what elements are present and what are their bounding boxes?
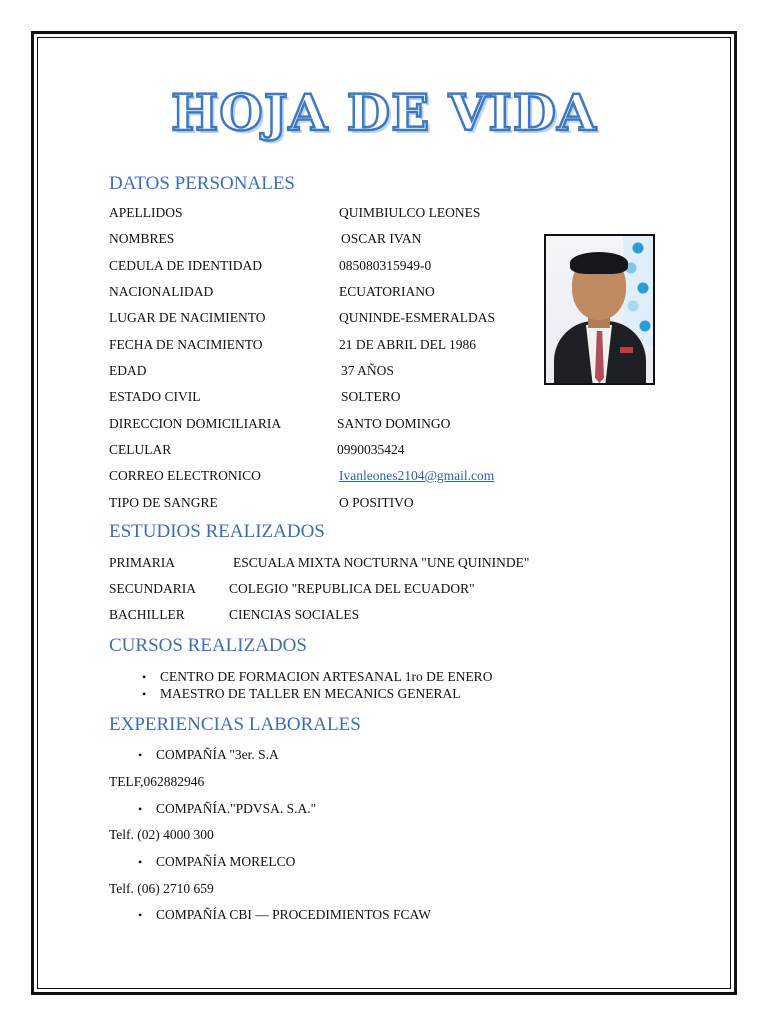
- personal-value-fecha-nacimiento: 21 DE ABRIL DEL 1986: [339, 337, 476, 352]
- personal-value-cedula: 085080315949-0: [339, 258, 432, 273]
- experience-company: COMPAÑÍA CBI — PROCEDIMIENTOS FCAW: [156, 907, 431, 922]
- section-heading-personal: DATOS PERSONALES: [109, 173, 295, 194]
- experience-phone: TELF,062882946: [109, 774, 205, 789]
- experience-phone: Telf. (02) 4000 300: [109, 827, 214, 842]
- studies-label-bachiller: BACHILLER: [109, 607, 185, 622]
- personal-label-apellidos: APELLIDOS: [109, 205, 183, 220]
- section-heading-experience: EXPERIENCIAS LABORALES: [109, 714, 361, 735]
- course-item: MAESTRO DE TALLER EN MECANICS GENERAL: [160, 686, 461, 701]
- profile-photo: [544, 234, 655, 385]
- email-link[interactable]: Ivanleones2104@gmail.com: [339, 468, 495, 483]
- personal-value-apellidos: QUIMBIULCO LEONES: [339, 205, 481, 220]
- bullet-icon: •: [138, 802, 143, 816]
- personal-label-nacionalidad: NACIONALIDAD: [109, 284, 214, 299]
- studies-label-primaria: PRIMARIA: [109, 555, 176, 570]
- photo-pocket-square: [620, 347, 633, 353]
- page-title: HOJA DE VIDA: [171, 83, 597, 142]
- bullet-icon: •: [142, 687, 147, 701]
- experience-company: COMPAÑÍA "3er. S.A: [156, 747, 279, 762]
- personal-value-nombres: OSCAR IVAN: [341, 231, 422, 246]
- personal-label-lugar-nacimiento: LUGAR DE NACIMIENTO: [109, 310, 266, 325]
- personal-label-fecha-nacimiento: FECHA DE NACIMIENTO: [109, 337, 263, 352]
- personal-value-lugar-nacimiento: QUNINDE-ESMERALDAS: [339, 310, 495, 325]
- personal-label-edad: EDAD: [109, 363, 147, 378]
- personal-label-estado-civil: ESTADO CIVIL: [109, 389, 201, 404]
- studies-value-bachiller: CIENCIAS SOCIALES: [229, 607, 360, 622]
- personal-label-direccion: DIRECCION DOMICILIARIA: [109, 416, 282, 431]
- personal-value-tipo-sangre: O POSITIVO: [339, 495, 414, 510]
- experience-company: COMPAÑÍA MORELCO: [156, 854, 296, 869]
- bullet-icon: •: [142, 670, 147, 684]
- studies-value-secundaria: COLEGIO "REPUBLICA DEL ECUADOR": [229, 581, 475, 596]
- personal-label-celular: CELULAR: [109, 442, 172, 457]
- personal-value-celular: 0990035424: [337, 442, 405, 457]
- studies-label-secundaria: SECUNDARIA: [109, 581, 197, 596]
- bullet-icon: •: [138, 908, 143, 922]
- personal-value-estado-civil: SOLTERO: [341, 389, 401, 404]
- section-heading-studies: ESTUDIOS REALIZADOS: [109, 521, 325, 542]
- experience-company: COMPAÑÍA."PDVSA. S.A.": [156, 801, 317, 816]
- section-heading-courses: CURSOS REALIZADOS: [109, 635, 307, 656]
- bullet-icon: •: [138, 748, 143, 762]
- personal-label-cedula: CEDULA DE IDENTIDAD: [109, 258, 262, 273]
- studies-value-primaria: ESCUALA MIXTA NOCTURNA "UNE QUININDE": [233, 555, 530, 570]
- personal-label-tipo-sangre: TIPO DE SANGRE: [109, 495, 218, 510]
- personal-value-edad: 37 AÑOS: [341, 363, 394, 378]
- personal-label-nombres: NOMBRES: [109, 231, 175, 246]
- personal-value-nacionalidad: ECUATORIANO: [339, 284, 435, 299]
- personal-value-direccion: SANTO DOMINGO: [337, 416, 451, 431]
- bullet-icon: •: [138, 855, 143, 869]
- personal-label-correo: CORREO ELECTRONICO: [109, 468, 261, 483]
- course-item: CENTRO DE FORMACION ARTESANAL 1ro DE ENERO: [160, 669, 493, 684]
- photo-hair: [570, 252, 628, 274]
- experience-phone: Telf. (06) 2710 659: [109, 881, 214, 896]
